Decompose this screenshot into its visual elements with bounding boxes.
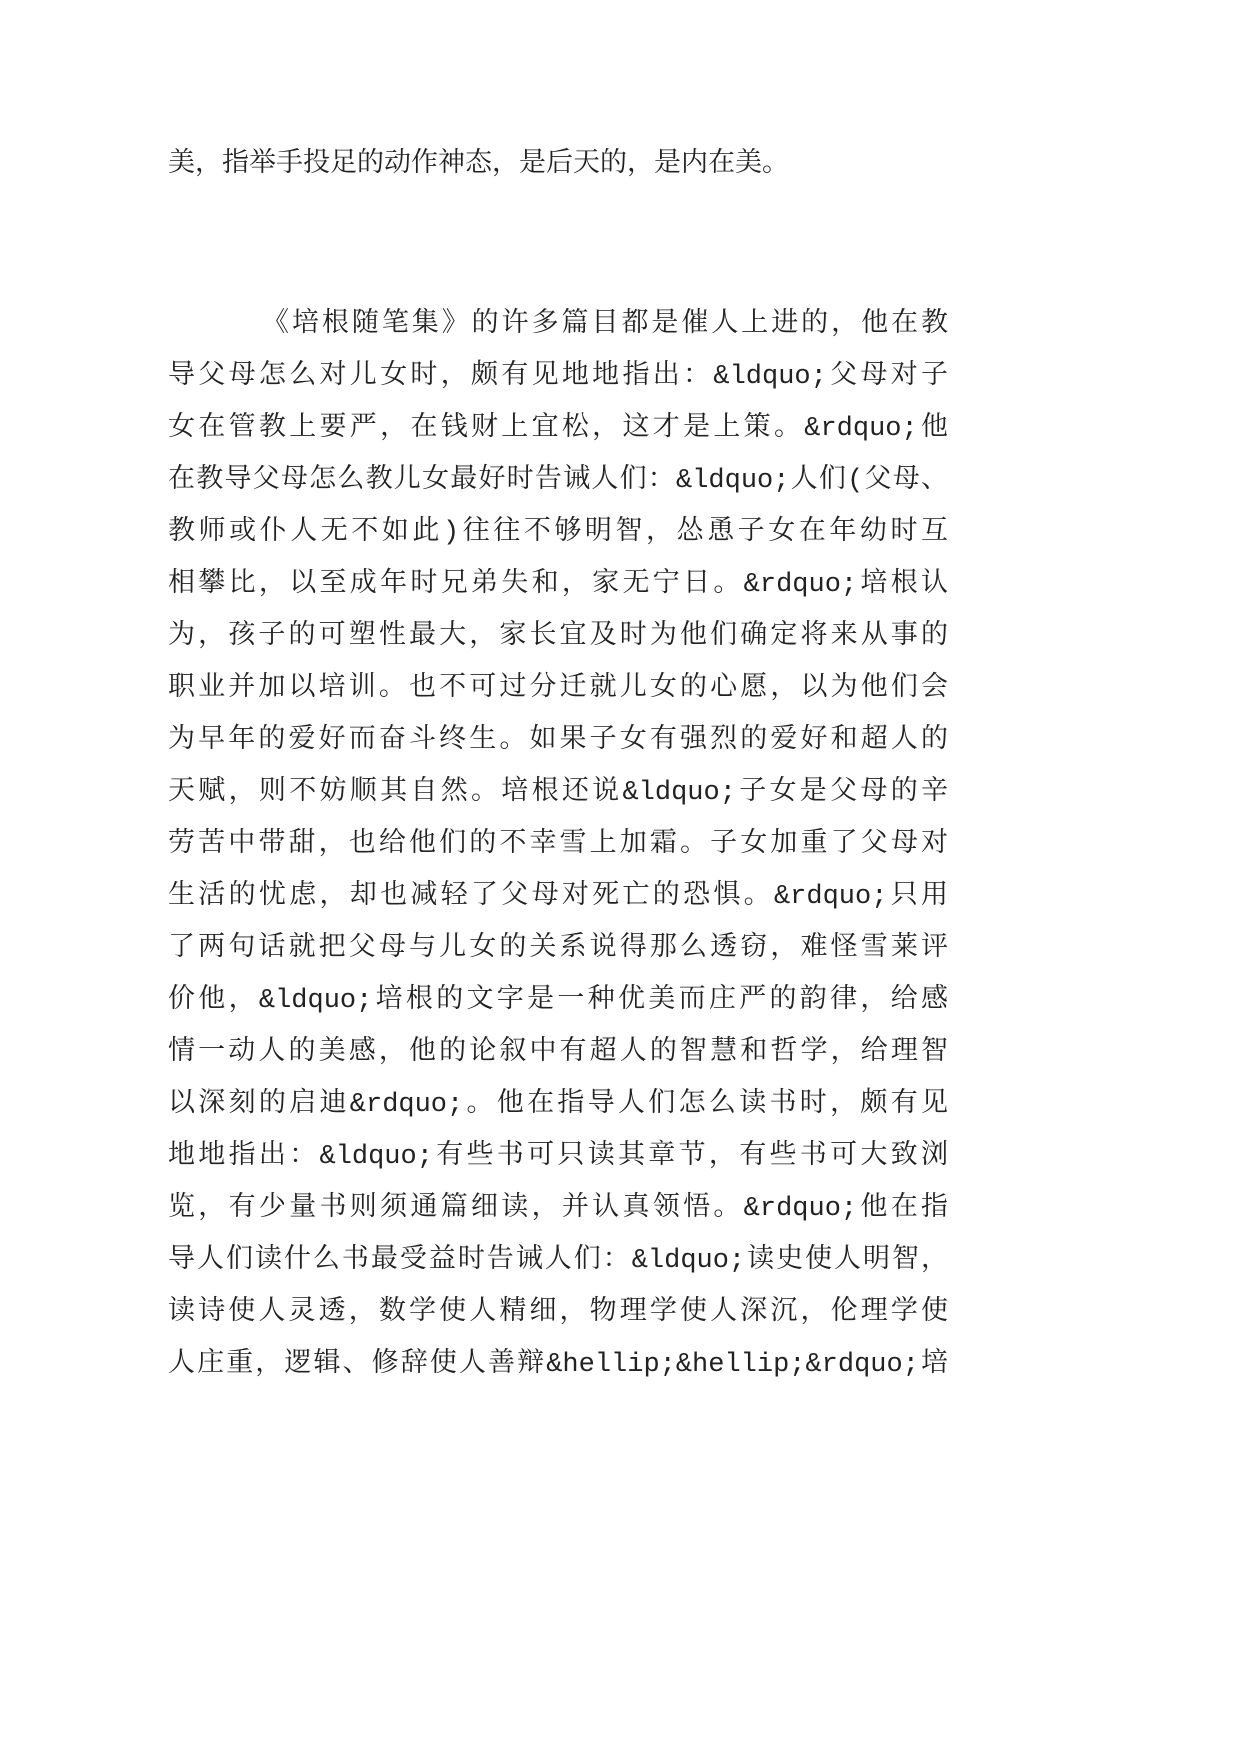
text-line: 为，孩子的可塑性最大，家长宜及时为他们确定将来从事的	[168, 622, 948, 652]
text-line: 导人们读什么书最受益时告诫人们：&ldquo;读史使人明智，	[168, 1246, 948, 1276]
text-line: 情一动人的美感，他的论叙中有超人的智慧和哲学，给理智	[168, 1038, 948, 1068]
body-paragraph	[168, 299, 948, 1391]
text-line: 女在管教上要严，在钱财上宜松，这才是上策。&rdquo;他	[168, 414, 948, 444]
text-line: 劳苦中带甜，也给他们的不幸雪上加霜。子女加重了父母对	[168, 830, 948, 860]
text-line: 在教导父母怎么教儿女最好时告诫人们：&ldquo;人们(父母、	[168, 466, 948, 496]
text-line: 《培根随笔集》的许多篇目都是催人上进的，他在教	[262, 310, 948, 340]
text-line: 生活的忧虑，却也减轻了父母对死亡的恐惧。&rdquo;只用	[168, 882, 948, 912]
text-line: 为早年的爱好而奋斗终生。如果子女有强烈的爱好和超人的	[168, 726, 948, 756]
continuation-line: 美，指举手投足的动作神态，是后天的，是内在美。	[168, 150, 789, 180]
text-line: 天赋，则不妨顺其自然。培根还说&ldquo;子女是父母的辛	[168, 778, 948, 808]
text-line: 了两句话就把父母与儿女的关系说得那么透窃，难怪雪莱评	[168, 934, 948, 964]
text-line: 职业并加以培训。也不可过分迁就儿女的心愿，以为他们会	[168, 674, 948, 704]
text-line: 人庄重，逻辑、修辞使人善辩&hellip;&hellip;&rdquo;培	[168, 1350, 948, 1380]
text-line: 览，有少量书则须通篇细读，并认真领悟。&rdquo;他在指	[168, 1194, 948, 1224]
text-line: 教师或仆人无不如此)往往不够明智，怂恿子女在年幼时互	[168, 518, 948, 548]
text-line: 地地指出：&ldquo;有些书可只读其章节，有些书可大致浏	[168, 1142, 948, 1172]
text-line: 导父母怎么对儿女时，颇有见地地指出：&ldquo;父母对子	[168, 362, 948, 392]
text-line: 相攀比，以至成年时兄弟失和，家无宁日。&rdquo;培根认	[168, 570, 948, 600]
text-line: 读诗使人灵透，数学使人精细，物理学使人深沉，伦理学使	[168, 1298, 948, 1328]
text-line: 价他，&ldquo;培根的文字是一种优美而庄严的韵律，给感	[168, 986, 948, 1016]
text-line: 以深刻的启迪&rdquo;。他在指导人们怎么读书时，颇有见	[168, 1090, 948, 1120]
